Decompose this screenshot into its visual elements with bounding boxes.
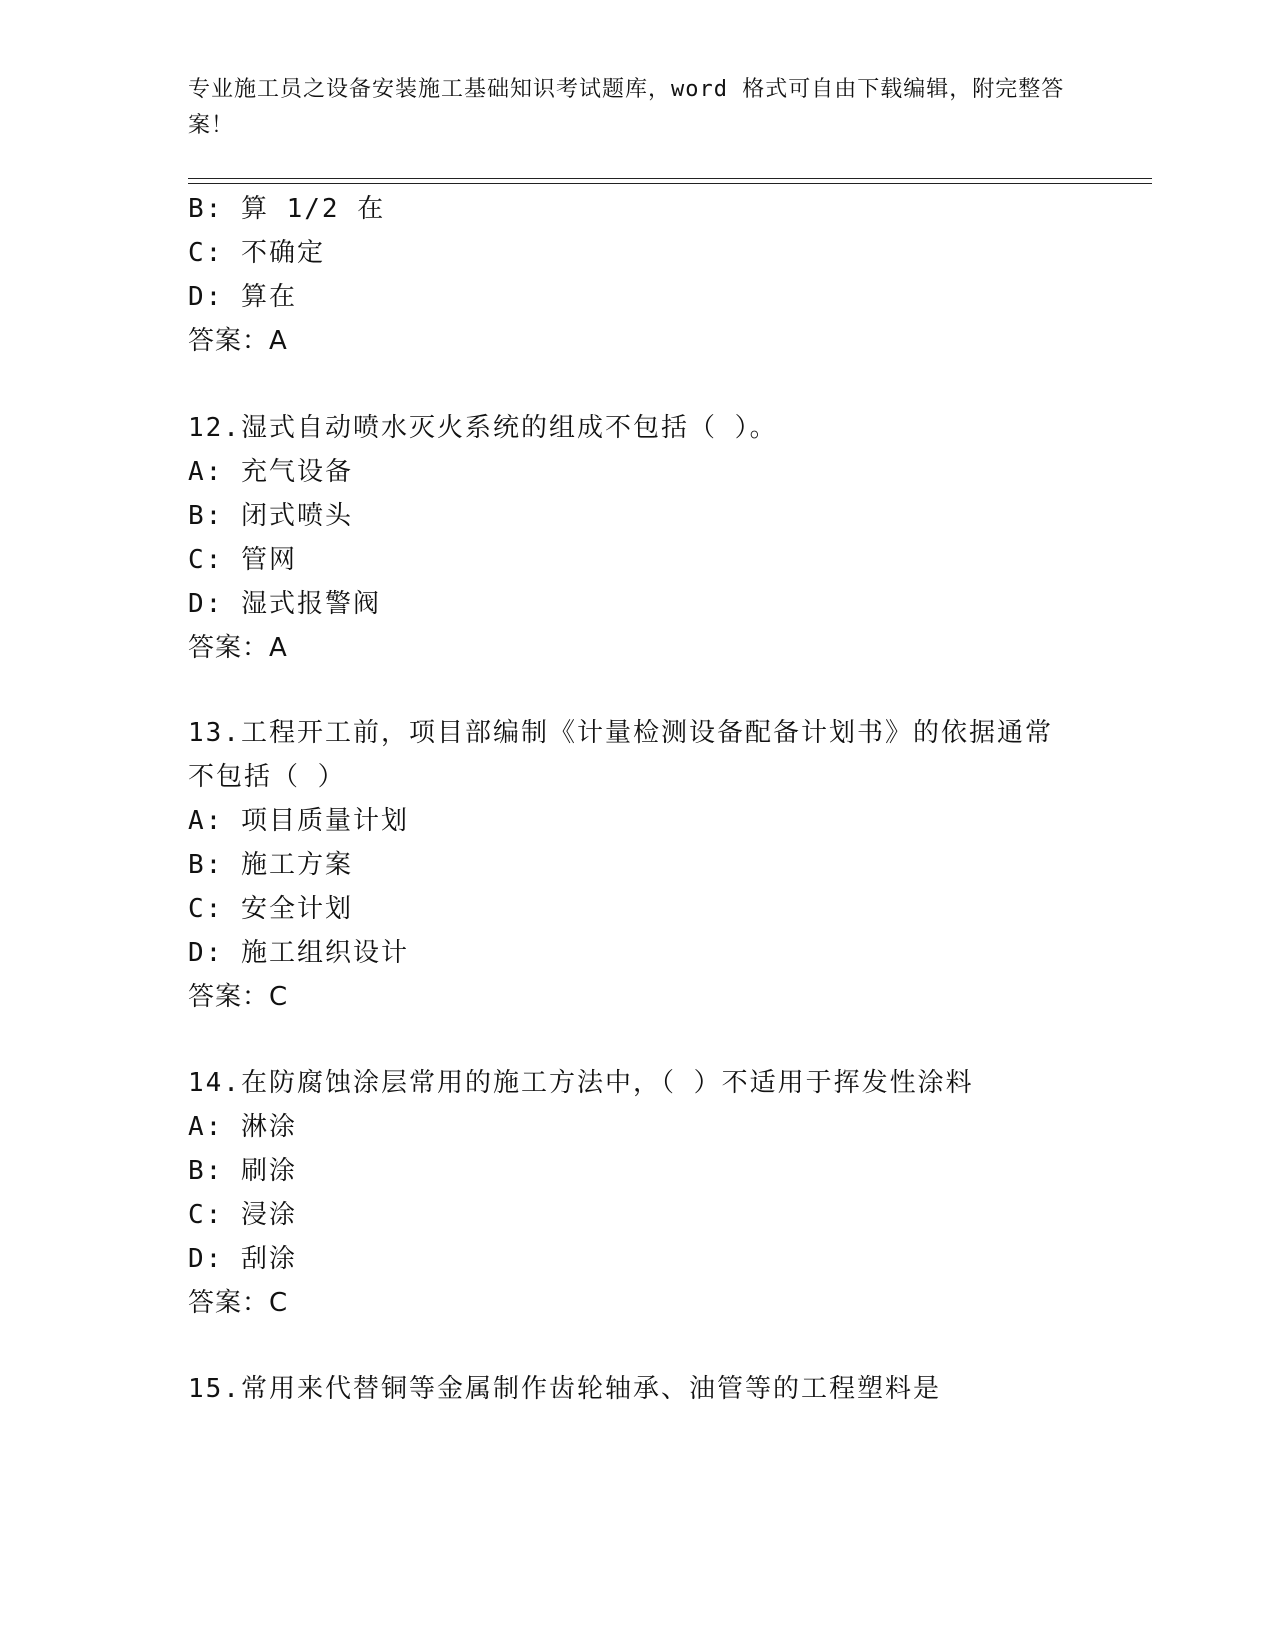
q13-answer: 答案：C bbox=[188, 982, 289, 1012]
q13-question-line2: 不包括（ ） bbox=[188, 762, 346, 792]
q13-option-c: C: 安全计划 bbox=[188, 894, 353, 924]
q13-option-d: D: 施工组织设计 bbox=[188, 938, 409, 968]
q13-option-b: B: 施工方案 bbox=[188, 850, 353, 880]
q12-option-a: A: 充气设备 bbox=[188, 457, 353, 487]
q14-answer: 答案：C bbox=[188, 1288, 289, 1318]
q13-option-a: A: 项目质量计划 bbox=[188, 806, 409, 836]
q12-option-d: D: 湿式报警阀 bbox=[188, 589, 381, 619]
q12-option-b: B: 闭式喷头 bbox=[188, 501, 353, 531]
q14-option-b: B: 刷涂 bbox=[188, 1156, 297, 1186]
q14-option-c: C: 浸涂 bbox=[188, 1200, 297, 1230]
q14-question: 14.在防腐蚀涂层常用的施工方法中，（ ）不适用于挥发性涂料 bbox=[188, 1068, 974, 1098]
document-header: 专业施工员之设备安装施工基础知识考试题库，word 格式可自由下载编辑，附完整答案！ bbox=[188, 77, 1065, 138]
q11-option-b: B: 算 1/2 在 bbox=[188, 194, 386, 224]
q14-option-a: A: 淋涂 bbox=[188, 1112, 297, 1142]
q11-option-c: C: 不确定 bbox=[188, 238, 325, 268]
q14-option-d: D: 刮涂 bbox=[188, 1244, 297, 1274]
q11-option-d: D: 算在 bbox=[188, 282, 297, 312]
header-divider-bottom bbox=[188, 183, 1152, 184]
q15-question: 15.常用来代替铜等金属制作齿轮轴承、油管等的工程塑料是 bbox=[188, 1374, 941, 1404]
q13-question-line1: 13.工程开工前，项目部编制《计量检测设备配备计划书》的依据通常 bbox=[188, 718, 1053, 748]
q12-option-c: C: 管网 bbox=[188, 545, 297, 575]
q12-question: 12.湿式自动喷水灭火系统的组成不包括（ ）。 bbox=[188, 413, 778, 443]
q12-answer: 答案：A bbox=[188, 633, 288, 663]
header-divider-top bbox=[188, 178, 1152, 179]
q11-answer: 答案：A bbox=[188, 326, 288, 356]
